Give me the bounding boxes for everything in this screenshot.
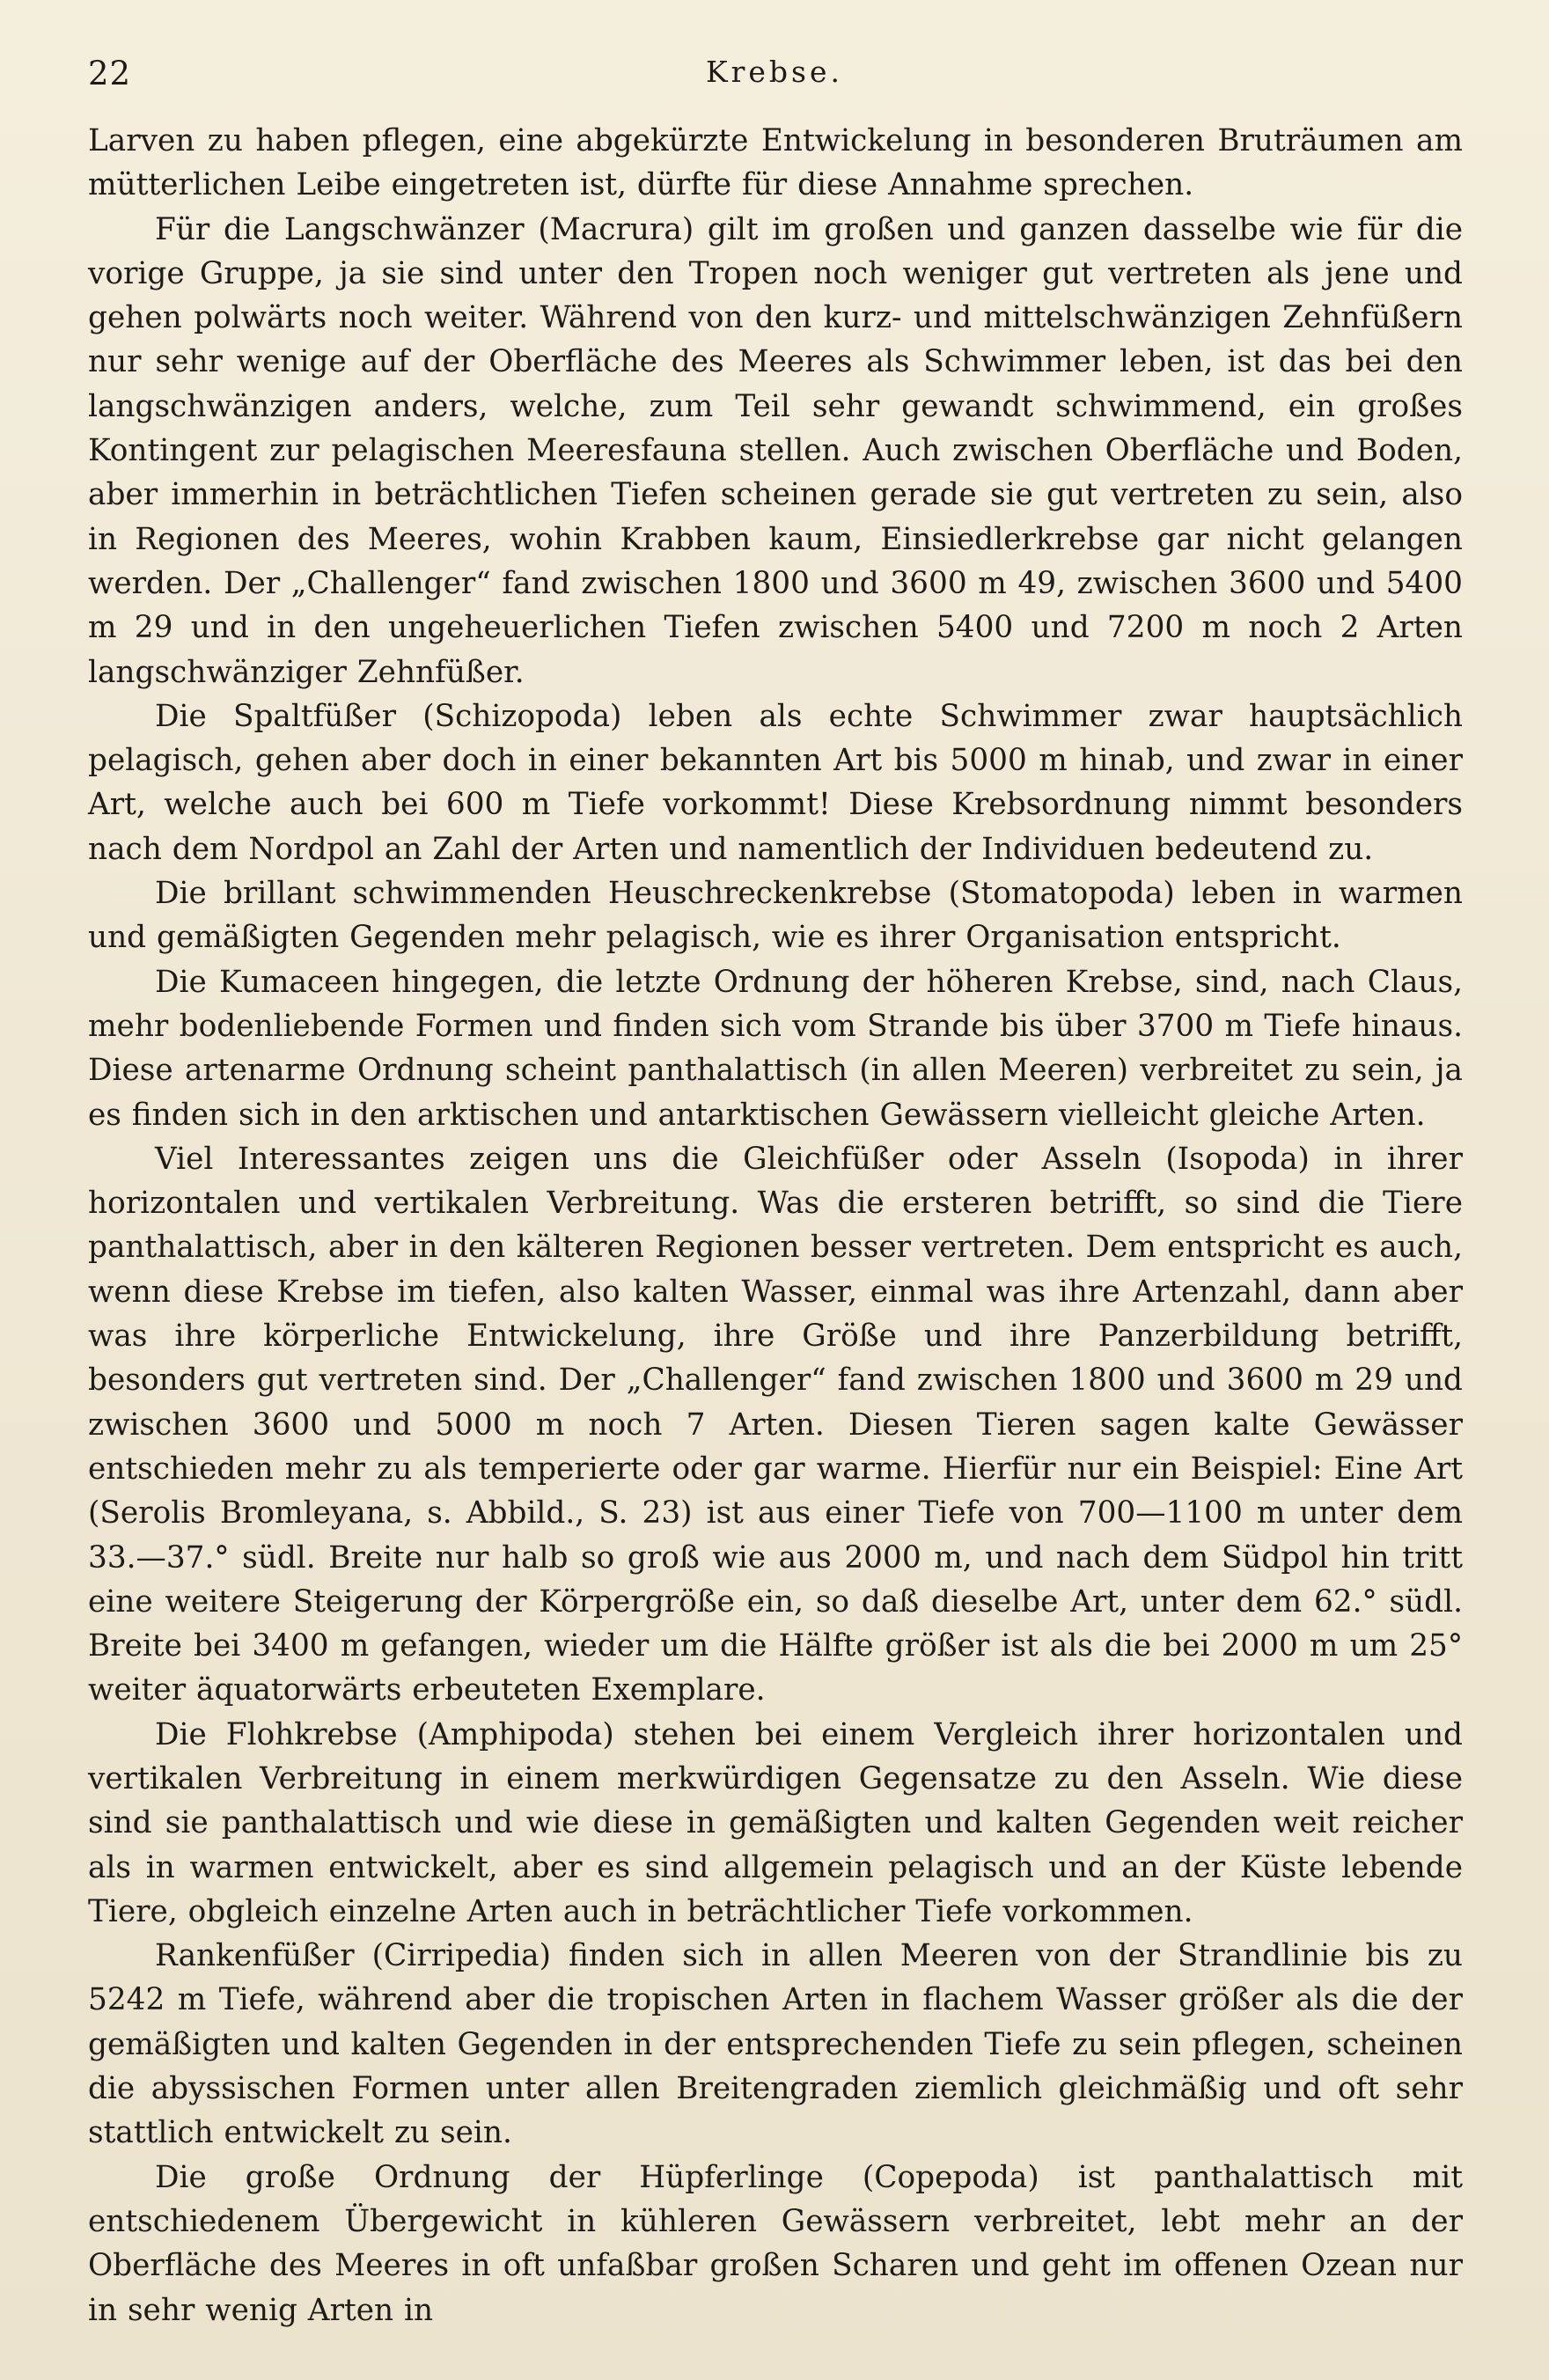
paragraph: Larven zu haben pflegen, eine abgekürzte Entwickelung in besonderen Bruträumen am mütterlichen Leibe eingetreten ist, dürfte für diese Annahme sprechen.	[88, 123, 1463, 203]
paragraph: Die Flohkrebse (Amphipoda) stehen bei einem Vergleich ihrer horizontalen und vertikalen Verbreitung in einem merkwürdigen Gegensatze zu den Asseln. Wie diese sind sie panthalattisch und wie diese in gemäßigten und kalten Gegenden weit reicher als in warmen entwickelt, aber es sind allgemein pelagisch und an der Küste lebende Tiere, obgleich einzelne Arten auch in beträchtlicher Tiefe vorkommen.	[88, 1716, 1463, 1929]
paragraph: Die Kumaceen hingegen, die letzte Ordnung der höheren Krebse, sind, nach Claus, mehr bodenliebende Formen und finden sich vom Strande bis über 3700 m Tiefe hinaus. Diese artenarme Ordnung scheint panthalattisch (in allen Meeren) verbreitet zu sein, ja es finden sich in den arktischen und antarktischen Gewässern vielleicht gleiche Arten.	[88, 964, 1463, 1133]
page-header	[0, 55, 1549, 107]
running-title: Krebse.	[705, 55, 844, 89]
paragraph: Die brillant schwimmenden Heuschreckenkrebse (Stomatopoda) leben in warmen und gemäßigten Gegenden mehr pelagisch, wie es ihrer Organisation entspricht.	[88, 876, 1463, 956]
paragraph: Rankenfüßer (Cirripedia) finden sich in allen Meeren von der Strandlinie bis zu 5242 m Tiefe, während aber die tropischen Arten in flachem Wasser größer als die der gemäßigten und kalten Gegenden in der entsprechenden Tiefe zu sein pflegen, scheinen die abyssischen Formen unter allen Breitengraden ziemlich gleichmäßig und oft sehr stattlich entwickelt zu sein.	[88, 1938, 1463, 2151]
paragraph: Die große Ordnung der Hüpferlinge (Copepoda) ist panthalattisch mit entschiedenem Übergewicht in kühleren Gewässern verbreitet, lebt mehr an der Oberfläche des Meeres in oft unfaßbar großen Scharen und geht im offenen Ozean nur in sehr wenig Arten in	[88, 2159, 1463, 2328]
paragraph: Die Spaltfüßer (Schizopoda) leben als echte Schwimmer zwar hauptsächlich pelagisch, gehen aber doch in einer bekannten Art bis 5000 m hinab, und zwar in einer Art, welche auch bei 600 m Tiefe vorkommt! Diese Krebsordnung nimmt besonders nach dem Nordpol an Zahl der Arten und namentlich der Individuen bedeutend zu.	[88, 698, 1463, 867]
body-text	[88, 119, 1463, 2332]
paragraph: Für die Langschwänzer (Macrura) gilt im großen und ganzen dasselbe wie für die vorige Gruppe, ja sie sind unter den Tropen noch weniger gut vertreten als jene und gehen polwärts noch weiter. Während von den kurz- und mittelschwänzigen Zehnfüßern nur sehr wenige auf der Oberfläche des Meeres als Schwimmer leben, ist das bei den langschwänzigen anders, welche, zum Teil sehr gewandt schwimmend, ein großes Kontingent zur pelagischen Meeresfauna stellen. Auch zwischen Oberfläche und Boden, aber immerhin in beträchtlichen Tiefen scheinen gerade sie gut vertreten zu sein, also in Regionen des Meeres, wohin Krabben kaum, Einsiedlerkrebse gar nicht gelangen werden. Der „Challenger“ fand zwischen 1800 und 3600 m 49, zwischen 3600 und 5400 m 29 und in den ungeheuerlichen Tiefen zwischen 5400 und 7200 m noch 2 Arten langschwänziger Zehnfüßer.	[88, 211, 1463, 690]
page-number: 22	[88, 55, 132, 92]
paragraph: Viel Interessantes zeigen uns die Gleichfüßer oder Asseln (Isopoda) in ihrer horizontalen und vertikalen Verbreitung. Was die ersteren betrifft, so sind die Tiere panthalattisch, aber in den kälteren Regionen besser vertreten. Dem entspricht es auch, wenn diese Krebse im tiefen, also kalten Wasser, einmal was ihre Artenzahl, dann aber was ihre körperliche Entwickelung, ihre Größe und ihre Panzerbildung betrifft, besonders gut vertreten sind. Der „Challenger“ fand zwischen 1800 und 3600 m 29 und zwischen 3600 und 5000 m noch 7 Arten. Diesen Tieren sagen kalte Gewässer entschieden mehr zu als temperierte oder gar warme. Hierfür nur ein Beispiel: Eine Art (Serolis Bromleyana, s. Abbild., S. 23) ist aus einer Tiefe von 700—1100 m unter dem 33.—37.° südl. Breite nur halb so groß wie aus 2000 m, und nach dem Südpol hin tritt eine weitere Steigerung der Körpergröße ein, so daß dieselbe Art, unter dem 62.° südl. Breite bei 3400 m gefangen, wieder um die Hälfte größer ist als die bei 2000 m um 25° weiter äquatorwärts erbeuteten Exemplare.	[88, 1141, 1463, 1708]
